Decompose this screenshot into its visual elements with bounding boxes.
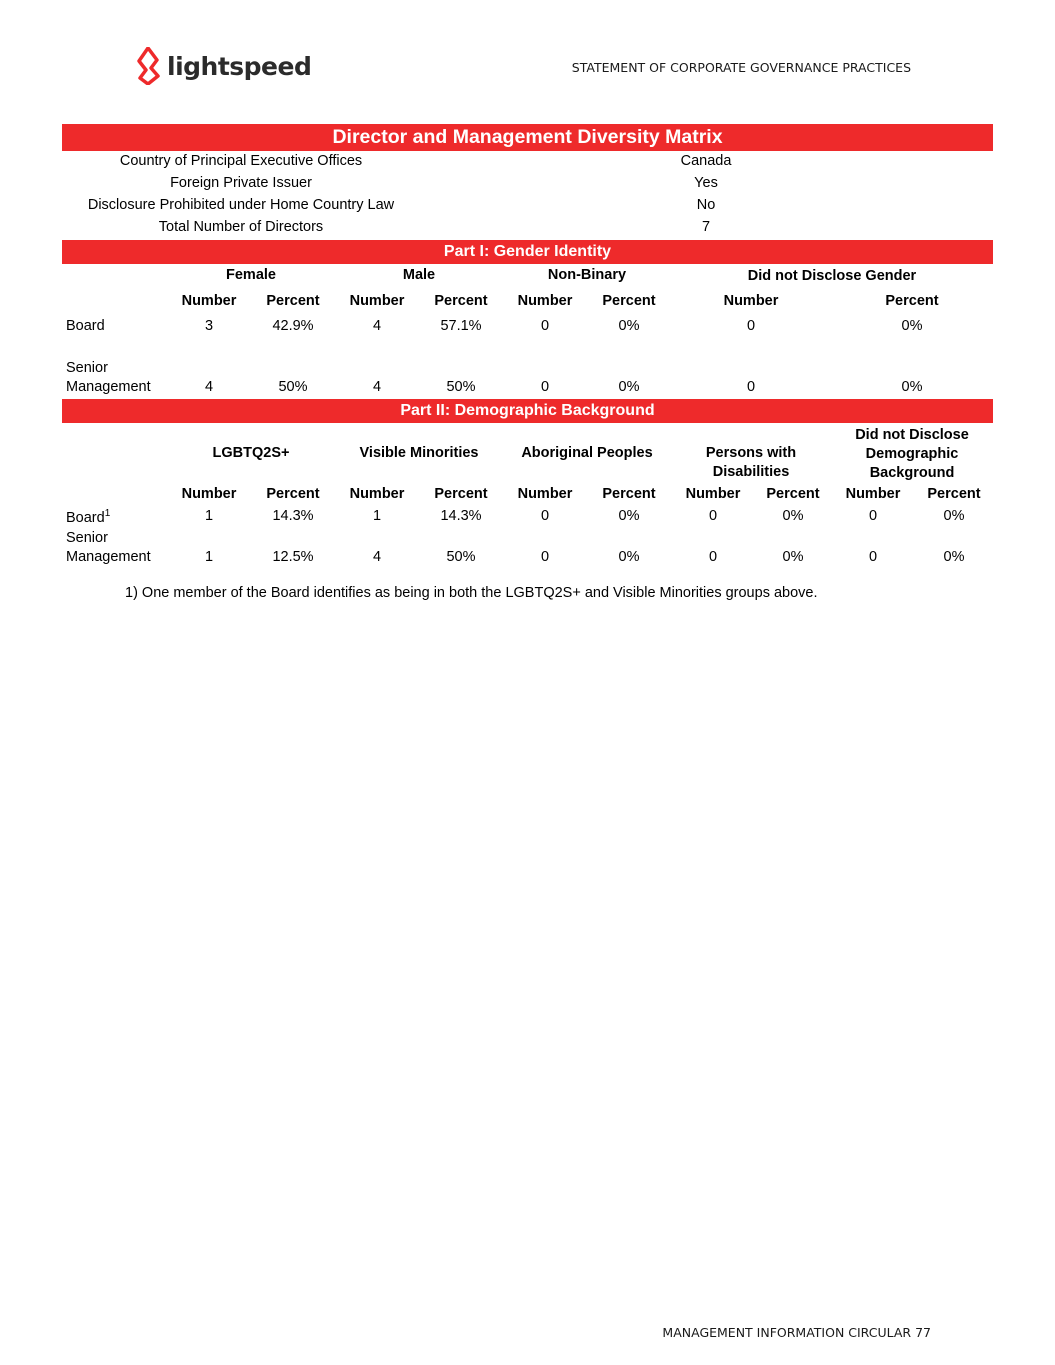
table-cell: 1: [372, 508, 382, 524]
table-cell: 0: [540, 508, 550, 524]
part2-group-header: LGBTQ2S+: [212, 445, 290, 461]
col-number-header: Number: [349, 293, 405, 309]
part2-group-header: Visible Minorities: [359, 445, 479, 461]
table-cell: 0%: [618, 379, 640, 395]
col-number-header: Number: [685, 486, 741, 502]
col-percent-header: Percent: [927, 486, 981, 502]
col-percent-header: Percent: [885, 293, 939, 309]
part1-title: Part I: Gender Identity: [62, 240, 993, 264]
table-cell: 50%: [446, 379, 476, 395]
table-cell: 0%: [943, 549, 965, 565]
table-cell: 3: [204, 318, 214, 334]
table-cell: 0%: [782, 508, 804, 524]
info-value: No: [696, 197, 716, 213]
table-cell: 0: [708, 508, 718, 524]
info-value: 7: [701, 219, 711, 235]
col-percent-header: Percent: [434, 486, 488, 502]
table-cell: 14.3%: [440, 508, 482, 524]
table-cell: 0%: [901, 318, 923, 334]
table-cell: 4: [204, 379, 214, 395]
table-cell: 0%: [782, 549, 804, 565]
info-label: Disclosure Prohibited under Home Country Law: [87, 197, 395, 213]
col-number-header: Number: [349, 486, 405, 502]
logo-text: lightspeed: [167, 51, 312, 81]
company-logo: [135, 46, 311, 86]
part2-group-header: Persons with Disabilities: [705, 445, 797, 480]
page-footer: MANAGEMENT INFORMATION CIRCULAR 77: [662, 1325, 931, 1340]
table-cell: 50%: [278, 379, 308, 395]
table-cell: 57.1%: [440, 318, 482, 334]
row-label-board: [66, 508, 110, 526]
table-cell: 0: [746, 318, 756, 334]
row-label-senior: Senior: [66, 360, 108, 376]
table-cell: 12.5%: [272, 549, 314, 565]
table-cell: 0: [868, 549, 878, 565]
row-label-board-text: Board: [66, 509, 105, 526]
info-value: Canada: [680, 153, 732, 169]
table-cell: 0%: [901, 379, 923, 395]
col-percent-header: Percent: [266, 293, 320, 309]
table-cell: 4: [372, 318, 382, 334]
table-cell: 0: [746, 379, 756, 395]
table-cell: 4: [372, 549, 382, 565]
table-cell: 0%: [618, 318, 640, 334]
part1-group-header: Female: [226, 267, 276, 283]
info-label: Foreign Private Issuer: [170, 175, 312, 191]
table-cell: 0: [708, 549, 718, 565]
col-number-header: Number: [181, 293, 237, 309]
document-title: STATEMENT OF CORPORATE GOVERNANCE PRACTICES: [571, 60, 911, 75]
col-percent-header: Percent: [602, 293, 656, 309]
col-number-header: Number: [723, 293, 779, 309]
table-cell: 0: [868, 508, 878, 524]
part1-group-header: Male: [402, 267, 436, 283]
table-cell: 0%: [618, 549, 640, 565]
col-number-header: Number: [845, 486, 901, 502]
info-value: Yes: [694, 175, 718, 191]
part2-group-header: Did not Disclose Demographic Background: [855, 427, 969, 481]
info-label: Total Number of Directors: [158, 219, 324, 235]
row-label-management: Management: [66, 549, 151, 565]
col-percent-header: Percent: [266, 486, 320, 502]
table-cell: 0%: [943, 508, 965, 524]
table-cell: 1: [204, 508, 214, 524]
matrix-title: Director and Management Diversity Matrix: [62, 124, 993, 151]
col-percent-header: Percent: [602, 486, 656, 502]
col-number-header: Number: [517, 293, 573, 309]
table-cell: 4: [372, 379, 382, 395]
table-cell: 14.3%: [272, 508, 314, 524]
table-cell: 0%: [618, 508, 640, 524]
col-number-header: Number: [181, 486, 237, 502]
col-number-header: Number: [517, 486, 573, 502]
part1-group-header: Non-Binary: [547, 267, 627, 283]
table-cell: 0: [540, 549, 550, 565]
table-cell: 0: [540, 379, 550, 395]
row-label-management: Management: [66, 379, 151, 395]
lightspeed-flame-icon: [135, 47, 162, 85]
col-percent-header: Percent: [766, 486, 820, 502]
table-cell: 50%: [446, 549, 476, 565]
info-label: Country of Principal Executive Offices: [119, 153, 363, 169]
part2-group-header: Aboriginal Peoples: [521, 445, 653, 461]
part2-title: Part II: Demographic Background: [62, 399, 993, 423]
row-label-senior: Senior: [66, 530, 108, 546]
row-label-board: Board: [66, 318, 105, 334]
table-cell: 0: [540, 318, 550, 334]
footnote: 1) One member of the Board identifies as being in both the LGBTQ2S+ and Visible Minorities groups above.: [125, 585, 818, 601]
col-percent-header: Percent: [434, 293, 488, 309]
part1-group-header: Did not Disclose Gender: [747, 268, 917, 284]
table-cell: 1: [204, 549, 214, 565]
table-cell: 42.9%: [272, 318, 314, 334]
footnote-marker: 1: [104, 508, 111, 519]
